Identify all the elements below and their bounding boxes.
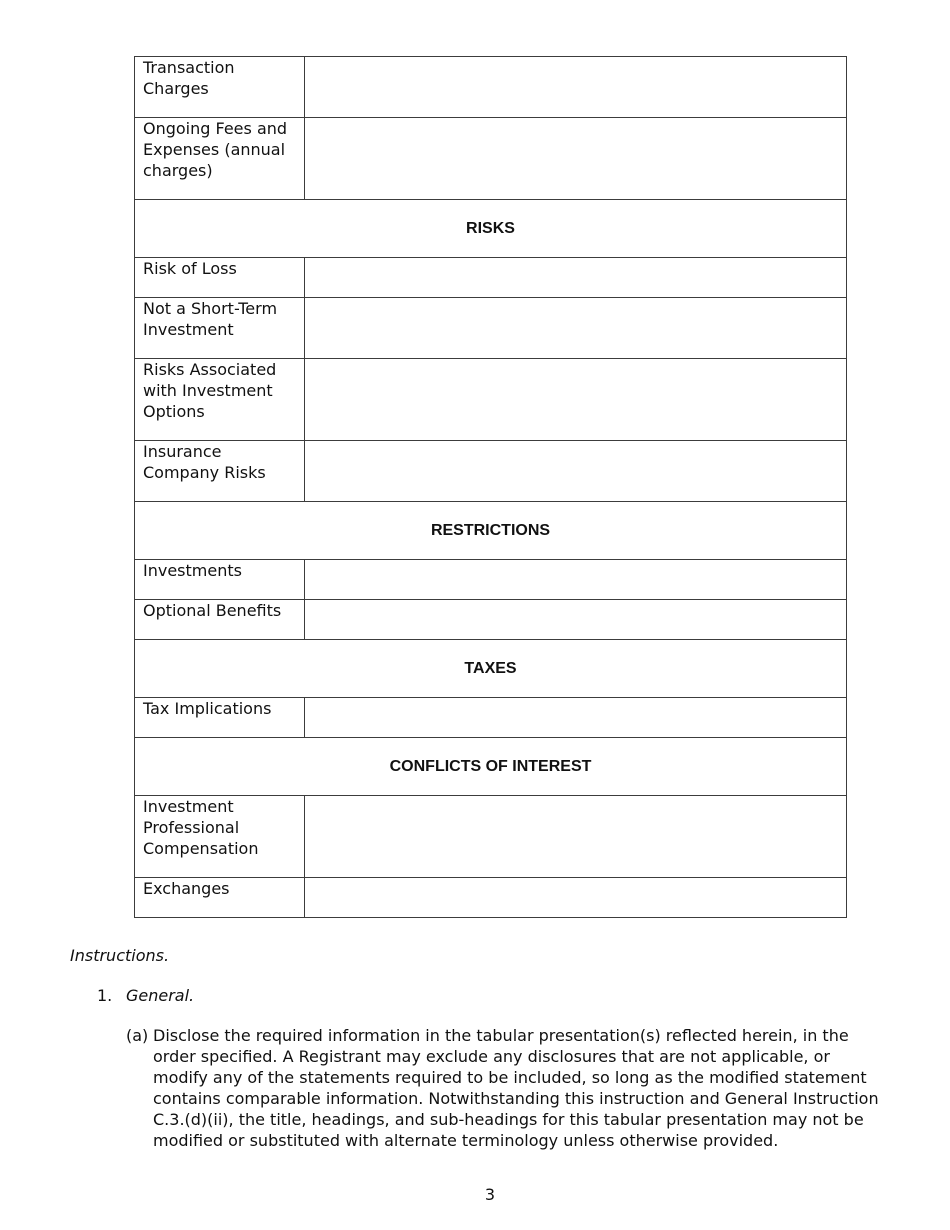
table-row — [135, 796, 847, 878]
page-number: 3 — [484, 1185, 496, 1204]
row-label: Tax Implications — [135, 698, 305, 738]
table-row — [135, 57, 847, 118]
row-value-cell — [305, 57, 847, 118]
disclosure-table — [134, 56, 847, 918]
row-value-cell — [305, 796, 847, 878]
row-label: Risks Associated with Investment Options — [135, 359, 305, 441]
row-label: Investment Professional Compensation — [135, 796, 305, 878]
row-value-cell — [305, 560, 847, 600]
table-row — [135, 600, 847, 640]
table-row — [135, 441, 847, 502]
row-value-cell — [305, 441, 847, 502]
row-label: Investments — [135, 560, 305, 600]
instructions-heading: Instructions. — [70, 946, 170, 965]
row-label: Optional Benefits — [135, 600, 305, 640]
row-value-cell — [305, 118, 847, 200]
section-header-row — [135, 738, 847, 796]
row-label: Transaction Charges — [135, 57, 305, 118]
paragraph-text: Disclose the required information in the tabular presentation(s) reflected herein, in the order specified. A Registrant may exclude any disclosures that are not applicable, or modify any of the statements required to be included, so long as the modified statement contains comparable information. Notwithstanding this instruction and General Instruction C.3.(d)(ii), the title, headings, and sub-headings for this tabular presentation may not be modified or substituted with alternate terminology unless otherwise provided. — [153, 1026, 879, 1150]
section-header-row — [135, 640, 847, 698]
item-number: 1. — [97, 986, 113, 1005]
section-header-row — [135, 502, 847, 560]
table-row — [135, 118, 847, 200]
table-row — [135, 298, 847, 359]
section-heading: TAXES — [135, 640, 847, 698]
paragraph-marker: (a) — [126, 1026, 149, 1045]
table-row — [135, 359, 847, 441]
row-label: Not a Short-Term Investment — [135, 298, 305, 359]
table-row — [135, 560, 847, 600]
row-value-cell — [305, 359, 847, 441]
row-label: Exchanges — [135, 878, 305, 918]
instruction-item — [97, 985, 194, 1006]
row-value-cell — [305, 298, 847, 359]
instruction-paragraph — [126, 1025, 886, 1151]
row-value-cell — [305, 258, 847, 298]
section-heading: RISKS — [135, 200, 847, 258]
table-row — [135, 698, 847, 738]
row-value-cell — [305, 878, 847, 918]
row-label: Risk of Loss — [135, 258, 305, 298]
section-heading: CONFLICTS OF INTEREST — [135, 738, 847, 796]
row-value-cell — [305, 600, 847, 640]
row-value-cell — [305, 698, 847, 738]
row-label: Insurance Company Risks — [135, 441, 305, 502]
table-row — [135, 258, 847, 298]
table-row — [135, 878, 847, 918]
section-heading: RESTRICTIONS — [135, 502, 847, 560]
row-label: Ongoing Fees and Expenses (annual charges) — [135, 118, 305, 200]
item-title: General. — [126, 986, 195, 1005]
section-header-row — [135, 200, 847, 258]
